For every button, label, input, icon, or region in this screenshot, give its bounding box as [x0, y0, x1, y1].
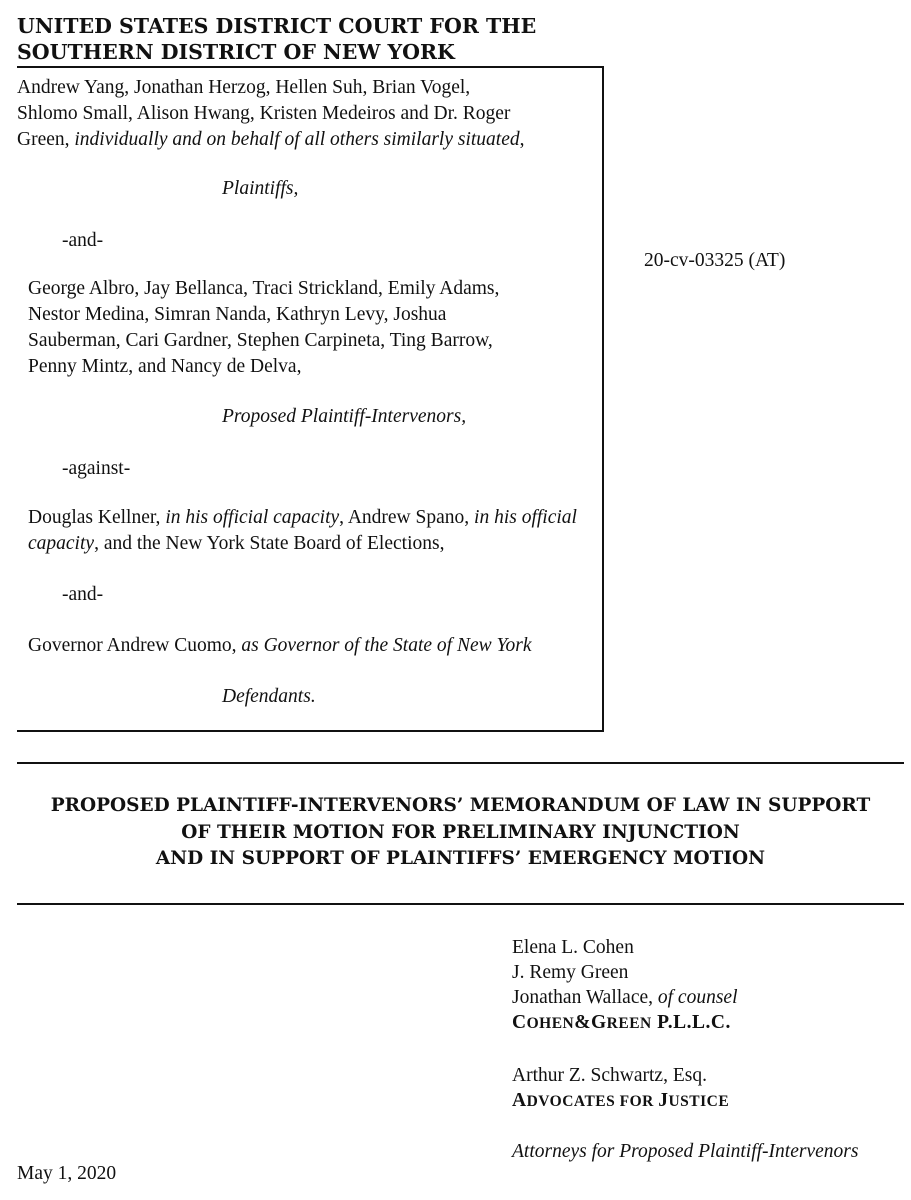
counsel-block: [512, 935, 738, 1036]
intervenors-line: Nestor Medina, Simran Nanda, Kathryn Levy, Joshua: [28, 304, 447, 325]
firm-letters: DVOCATES FOR: [526, 1093, 659, 1110]
intervenors-role: [222, 404, 466, 430]
counsel-block-2: [512, 1063, 729, 1114]
plaintiffs-role-text: Plaintiffs,: [222, 178, 299, 199]
defendants-line: [28, 505, 577, 531]
plaintiffs-line: [17, 127, 525, 153]
case-number: 20-cv-03325 (AT): [644, 250, 786, 271]
court-heading-line2: SOUTHERN DISTRICT OF NEW YORK: [17, 40, 455, 64]
plaintiffs-role: [222, 176, 298, 202]
counsel-name: Elena L. Cohen: [512, 937, 634, 958]
counsel-name: J. Remy Green: [512, 962, 629, 983]
court-heading: [17, 13, 536, 65]
counsel-name: Arthur Z. Schwartz, Esq.: [512, 1065, 707, 1086]
counsel-role: of counsel: [657, 987, 738, 1008]
memorandum-title-line2: OF THEIR MOTION FOR PRELIMINARY INJUNCTION: [181, 821, 740, 843]
intervenors-line: Penny Mintz, and Nancy de Delva,: [28, 356, 302, 377]
defendants-role-text: Defendants.: [222, 686, 316, 707]
against-separator: -against-: [62, 458, 131, 479]
firm-letters: REEN: [606, 1015, 652, 1032]
plaintiffs-line-text: Green,: [17, 129, 75, 150]
attorneys-for-text: Attorneys for Proposed Plaintiff-Intervenors: [512, 1141, 859, 1162]
firm-letter: A: [512, 1090, 527, 1111]
court-heading-line1: UNITED STATES DISTRICT COURT FOR THE: [17, 14, 537, 38]
defendants-names: [28, 505, 577, 557]
divider-bottom: [17, 903, 904, 905]
defendants-capacity: in his official capacity: [165, 507, 340, 528]
intervenors-names: [28, 276, 499, 380]
plaintiffs-line-text: ,: [519, 129, 525, 150]
and-separator-2: -and-: [62, 584, 104, 605]
memorandum-title-line1: PROPOSED PLAINTIFF-INTERVENORS’ MEMORANDUM OF LAW IN SUPPORT: [50, 795, 871, 816]
governor-capacity: as Governor of the State of New York: [241, 635, 532, 656]
firm-name-advocates-for-justice: [512, 1088, 729, 1114]
firm-letter: C: [512, 1012, 527, 1033]
defendants-capacity: capacity: [28, 533, 95, 554]
governor-name: Governor Andrew Cuomo,: [28, 635, 242, 656]
plaintiffs-line: Andrew Yang, Jonathan Herzog, Hellen Suh, Brian Vogel,: [17, 77, 471, 98]
firm-suffix: P.L.L.C.: [651, 1012, 731, 1033]
counsel-name-text: Jonathan Wallace,: [512, 987, 658, 1008]
defendants-line-text: , and the New York State Board of Elections,: [94, 533, 445, 554]
firm-letter: &G: [574, 1012, 607, 1033]
firm-letters: USTICE: [668, 1093, 730, 1110]
counsel-name: [512, 985, 738, 1010]
governor-line: [28, 633, 532, 659]
plaintiffs-capacity: individually and on behalf of all others similarly situated: [74, 129, 520, 150]
defendants-line-text: Douglas Kellner,: [28, 507, 166, 528]
plaintiffs-names: [17, 75, 525, 153]
firm-letters: OHEN: [526, 1015, 575, 1032]
firm-name-cohen-green: [512, 1010, 738, 1036]
intervenors-role-text: Proposed Plaintiff-Intervenors,: [222, 406, 467, 427]
defendants-capacity: in his official: [474, 507, 577, 528]
firm-letter: J: [658, 1090, 669, 1111]
defendants-line-text: , Andrew Spano,: [339, 507, 475, 528]
memorandum-title: [17, 793, 904, 873]
filing-date: May 1, 2020: [17, 1163, 117, 1184]
defendants-role: [222, 684, 316, 710]
divider-top: [17, 762, 904, 764]
defendants-line: [28, 531, 577, 557]
memorandum-title-line3: AND IN SUPPORT OF PLAINTIFFS’ EMERGENCY MOTION: [155, 848, 766, 869]
intervenors-line: George Albro, Jay Bellanca, Traci Strickland, Emily Adams,: [28, 278, 500, 299]
plaintiffs-line: Shlomo Small, Alison Hwang, Kristen Medeiros and Dr. Roger: [17, 103, 511, 124]
attorneys-for: [512, 1139, 858, 1164]
intervenors-line: Sauberman, Cari Gardner, Stephen Carpineta, Ting Barrow,: [28, 330, 493, 351]
and-separator-1: -and-: [62, 230, 104, 251]
